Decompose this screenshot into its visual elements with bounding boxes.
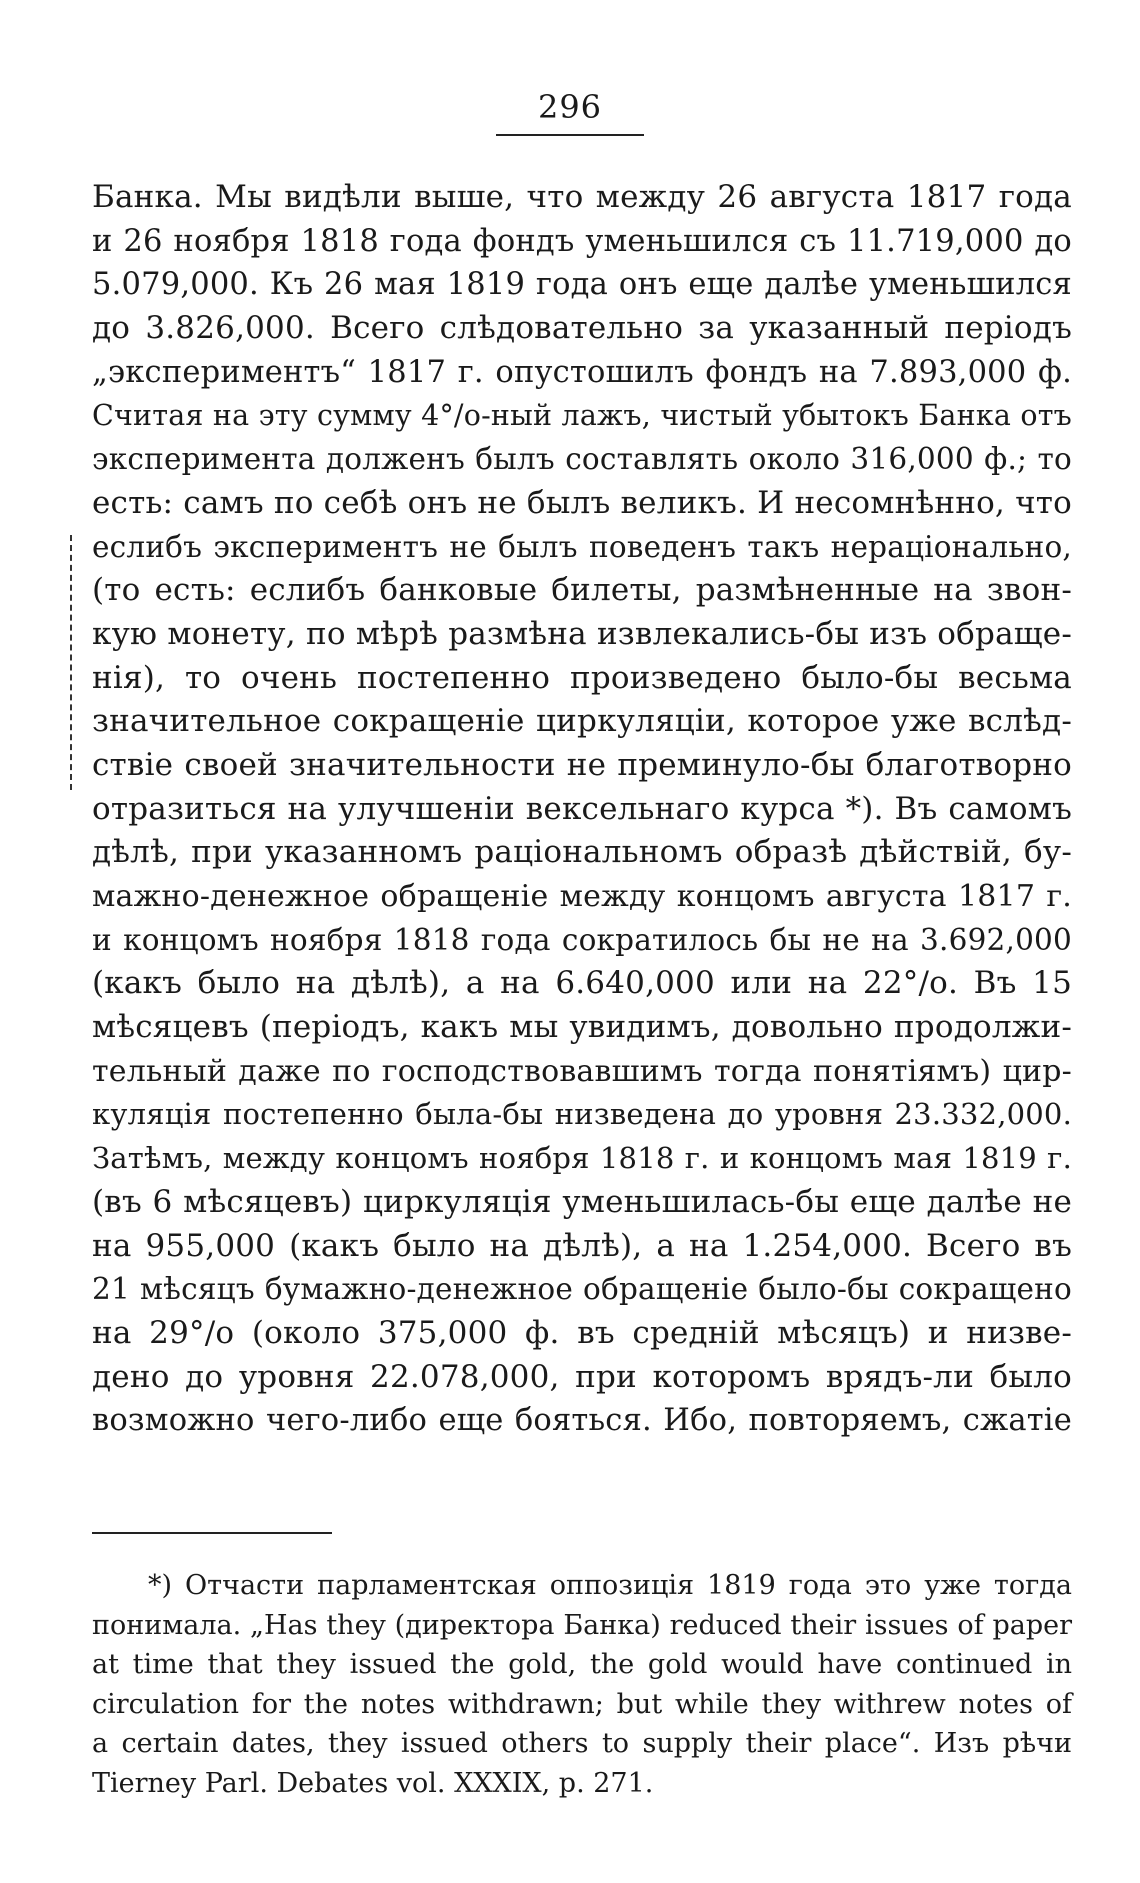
footnote	[92, 1566, 1072, 1803]
footnote-line: a certain dates, they issued others to supply their place“. Изъ рѣчи	[92, 1728, 1072, 1759]
body-line: ствіе своей значительности не преминуло-бы благотворно	[92, 746, 1072, 783]
body-line: 5.079,000. Къ 26 мая 1819 года онъ еще далѣе уменьшился	[92, 267, 1072, 303]
body-line: нія), то очень постепенно произведено было-бы весьма	[92, 659, 1072, 696]
body-line: отразиться на улучшеніи вексельнаго курса *). Въ самомъ	[92, 790, 1072, 827]
body-line: мажно-денежное обращеніе между концомъ августа 1817 г.	[92, 879, 1072, 914]
body-line: возможно чего-либо еще бояться. Ибо, повторяемъ, сжатіе	[92, 1403, 1072, 1439]
body-text	[92, 176, 1072, 1443]
header-rule	[496, 134, 644, 136]
body-line: есть: самъ по себѣ онъ не былъ великъ. И несомнѣнно, что	[92, 484, 1072, 521]
body-line: Затѣмъ, между концомъ ноября 1818 г. и концомъ мая 1819 г.	[92, 1141, 1072, 1176]
page-number: 296	[537, 88, 603, 126]
body-line: и концомъ ноября 1818 года сократилось бы не на 3.692,000	[92, 922, 1072, 957]
body-line: (то есть: еслибъ банковые билеты, размѣненные на звон-	[92, 572, 1072, 609]
body-line: и 26 ноября 1818 года фондъ уменьшился съ 11.719,000 до	[92, 223, 1072, 259]
body-line: куляція постепенно была-бы низведена до уровня 23.332,000.	[92, 1097, 1072, 1132]
footnote-line: Tierney Parl. Debates vol. XXXIX, p. 271.	[92, 1767, 654, 1799]
body-line: дено до уровня 22.078,000, при которомъ врядъ-ли было	[92, 1358, 1072, 1395]
body-line: Банка. Мы видѣли выше, что между 26 августа 1817 года	[92, 179, 1072, 215]
body-line: Считая на эту сумму 4°/о-ный лажъ, чистый убытокъ Банка отъ	[92, 399, 1072, 433]
footnote-line: at time that they issued the gold, the gold would have continued in	[92, 1649, 1072, 1680]
margin-pencil-mark	[70, 535, 86, 790]
body-line: кую монету, по мѣрѣ размѣна извлекались-бы изъ обраще-	[92, 615, 1072, 652]
body-line: (какъ было на дѣлѣ), а на 6.640,000 или на 22°/о. Въ 15	[92, 965, 1072, 1002]
body-line: мѣсяцевъ (періодъ, какъ мы увидимъ, довольно продолжи-	[92, 1009, 1072, 1046]
body-line: тельный даже по господствовавшимъ тогда понятіямъ) цир-	[92, 1053, 1072, 1089]
footnote-line: понимала. „Has they (директора Банка) reduced their issues of paper	[92, 1609, 1072, 1641]
body-line: значительное сокращеніе циркуляціи, которое уже вслѣд-	[92, 703, 1072, 740]
body-line: на 955,000 (какъ было на дѣлѣ), а на 1.254,000. Всего въ	[92, 1227, 1072, 1264]
body-line: эксперимента долженъ былъ составлять около 316,000 ф.; то	[92, 442, 1072, 477]
footnote-rule	[92, 1532, 332, 1534]
footnote-line: circulation for the notes withdrawn; but while they withrew notes of	[92, 1688, 1072, 1720]
body-line: „экспериментъ“ 1817 г. опустошилъ фондъ на 7.893,000 ф.	[92, 354, 1072, 390]
footnote-line: *) Отчасти парламентская оппозиція 1819 года это уже тогда	[148, 1570, 1072, 1601]
body-line: до 3.826,000. Всего слѣдовательно за указанный періодъ	[92, 310, 1072, 347]
body-line: еслибъ экспериментъ не былъ поведенъ такъ нераціонально,	[92, 529, 1072, 564]
body-line: дѣлѣ, при указанномъ раціональномъ образѣ дѣйствій, бу-	[92, 834, 1072, 871]
body-line: (въ 6 мѣсяцевъ) циркуляція уменьшилась-бы еще далѣе не	[92, 1183, 1072, 1220]
body-line: на 29°/о (около 375,000 ф. въ средній мѣсяцъ) и низве-	[92, 1314, 1072, 1351]
body-line: 21 мѣсяцъ бумажно-денежное обращеніе было-бы сокращено	[92, 1272, 1072, 1307]
